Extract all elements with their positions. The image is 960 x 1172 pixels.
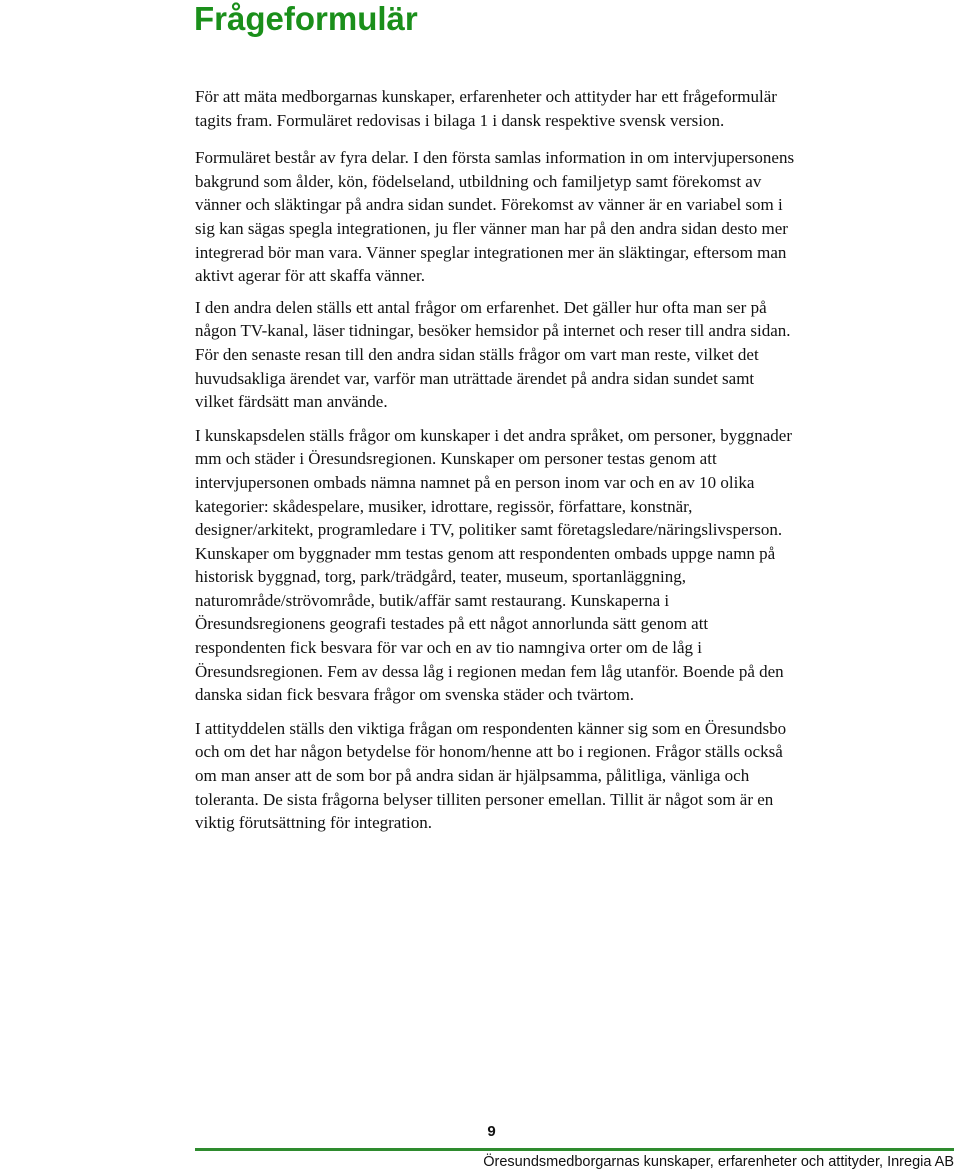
footer-divider xyxy=(195,1148,954,1151)
document-body xyxy=(195,85,795,845)
paragraph-parts: Formuläret består av fyra delar. I den första samlas information in om intervjupersonens bakgrund som ålder, kön, födelseland, utbildning och familjetyp samt förekomst av vänner och släktingar på andra sidan sundet. Förekomst av vänner är en variabel som i sig kan sägas spegla integrationen, ju fler vänner man har på den andra sidan desto mer integrerad bör man vara. Vänner speglar integrationen mer än släktingar, eftersom man aktivt agerar för att skaffa vänner. xyxy=(195,148,795,286)
paragraph-attitude: I attityddelen ställs den viktiga frågan om respondenten känner sig som en Öresundsbo och om det har någon betydelse för honom/henne att bo i regionen. Frågor ställs också om man anser att de som bor på andra sidan är hjälpsamma, pålitliga, vänliga och toleranta. De sista frågorna belyser tilliten personer emellan. Tillit är något som är en viktig förutsättning för integration. xyxy=(195,718,787,833)
paragraph-knowledge: I kunskapsdelen ställs frågor om kunskaper i det andra språket, om personer, byggnader mm och städer i Öresundsregionen. Kunskaper om personer testas genom att intervjupersonen ombads nämna namnet på en person inom var och en av 10 olika kategorier: skådespelare, musiker, idrottare, regissör, författare, konstnär, designer/arkitekt, programledare i TV, politiker samt företagsledare/näringslivsperson. Kunskaper om byggnader mm testas genom att respondenten ombads uppge namn på historisk byggnad, torg, park/trädgård, teater, museum, sportanläggning, naturområde/strövområde, butik/affär samt restaurang. Kunskaperna i Öresundsregionens geografi testades på ett något annorlunda sätt genom att respondenten fick besvara för var och en av tio namngiva orter om de låg i Öresundsregionen. Fem av dessa låg i regionen medan fem låg utanför. Boende på den danska sidan fick besvara frågor om svenska städer och tvärtom. xyxy=(195,425,792,705)
page-title: Frågeformulär xyxy=(194,0,418,37)
page-number: 9 xyxy=(487,1123,496,1140)
paragraph-experience: I den andra delen ställs ett antal frågor om erfarenhet. Det gäller hur ofta man ser på någon TV-kanal, läser tidningar, besöker hemsidor på internet och reser till andra sidan. För den senaste resan till den andra sidan ställs frågor om vart man reste, vilket det huvudsakliga ärendet var, varför man uträttade ärendet på andra sidan sundet samt vilket färdsätt man använde. xyxy=(195,297,791,412)
paragraph-intro: För att mäta medborgarnas kunskaper, erfarenheter och attityder har ett frågeformulär tagits fram. Formuläret redovisas i bilaga 1 i dansk respektive svensk version. xyxy=(195,87,777,130)
footer-text: Öresundsmedborgarnas kunskaper, erfarenheter och attityder, Inregia AB xyxy=(483,1154,954,1170)
